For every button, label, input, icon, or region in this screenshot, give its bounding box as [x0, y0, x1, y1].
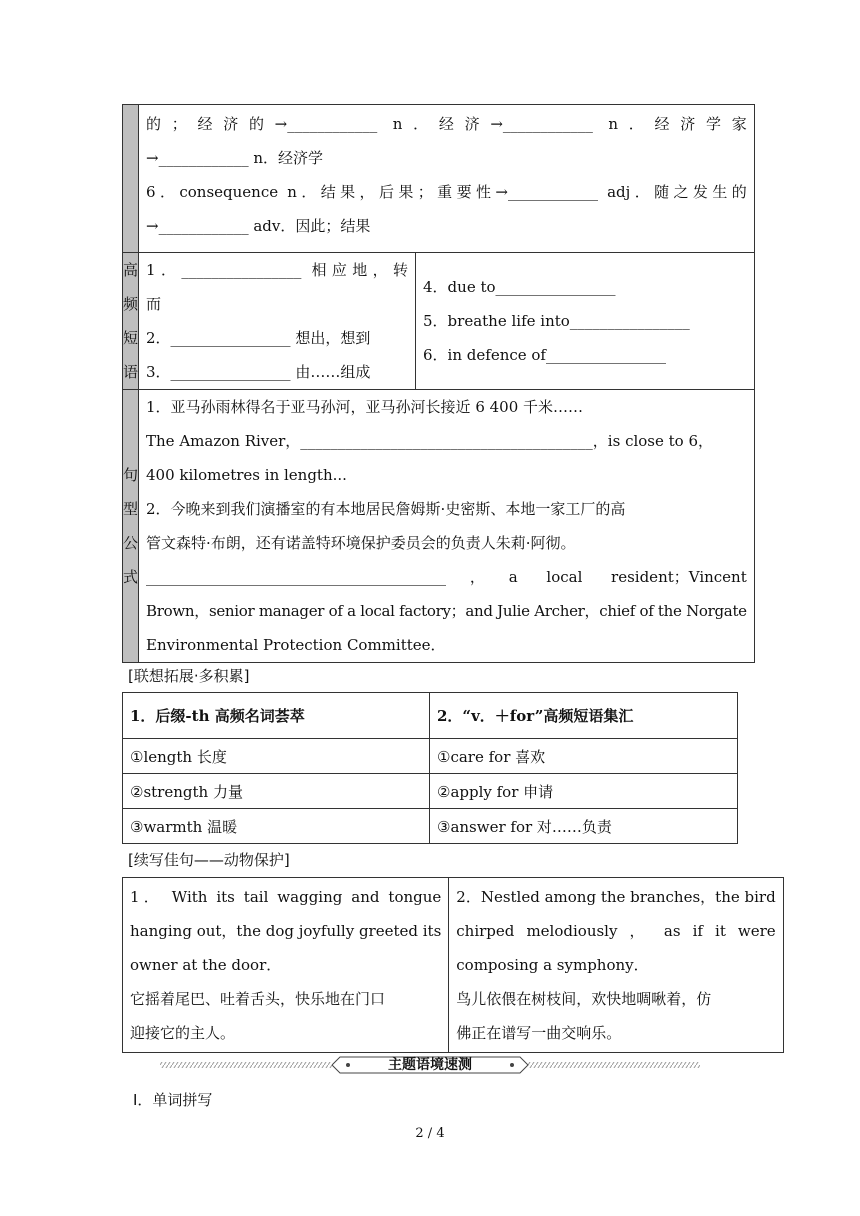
section-title-expand: [联想拓展·多积累] [128, 667, 250, 685]
page-number: 2 / 4 [415, 1126, 445, 1141]
table-cell: ③warmth 温暖 [123, 809, 430, 844]
sentence-line: 2．今晚来到我们演播室的有本地居民詹姆斯·史密斯、本地一家工厂的高 [146, 500, 626, 518]
topic-banner [160, 1053, 700, 1077]
head-char: 公 [123, 534, 139, 552]
phrases-side-head [123, 253, 139, 390]
phrase-line: 5．breathe life into________________ [423, 312, 690, 330]
table-cell: ①length 长度 [123, 739, 430, 774]
phrase-line: 6．in defence of________________ [423, 346, 666, 364]
writing-line: 2．Nestled among the branches，the bird [456, 888, 776, 906]
head-char: 型 [123, 500, 139, 518]
section-title-spelling: Ⅰ．单词拼写 [133, 1091, 213, 1109]
expand-table [122, 692, 738, 844]
head-char: 式 [123, 568, 139, 586]
writing-right [449, 878, 783, 1053]
writing-table [122, 877, 784, 1053]
writing-line: composing a symphony． [456, 956, 649, 974]
phrase-line: 4．due to________________ [423, 278, 616, 296]
table-cell: ②apply for 申请 [430, 774, 738, 809]
table-cell: ③answer for 对……负责 [430, 809, 738, 844]
vocab-line: 6．consequence n．结果，后果；重要性→____________ adj．随之发生的 [146, 183, 747, 201]
writing-line: 迎接它的主人。 [130, 1024, 236, 1042]
phrases-left [139, 253, 416, 390]
sentence-line: 400 kilometres in length... [146, 466, 347, 484]
sentences-side-head [123, 390, 139, 663]
sentence-line: Environmental Protection Committee． [146, 636, 446, 654]
sentence-line: ________________________________________，a local resident；Vincent [146, 568, 747, 586]
vocab-line: 的；经济的→____________ n．经济→____________ n．经济学家 [146, 115, 747, 133]
head-char: 语 [123, 363, 139, 381]
sentence-line: 管文森特·布朗，还有诺盖特环境保护委员会的负责人朱莉·阿彻。 [146, 534, 576, 552]
section-title-writing: [续写佳句——动物保护] [128, 851, 290, 869]
vocab-line: →____________ adv．因此；结果 [146, 217, 371, 235]
head-char: 高 [123, 261, 139, 279]
phrase-line: 1．________________ 相应地，转 [146, 261, 409, 279]
writing-line: 它摇着尾巴、吐着舌头，快乐地在门口 [130, 990, 386, 1008]
phrase-line: 3．________________ 由……组成 [146, 363, 371, 381]
writing-line: 佛正在谱写一曲交响乐。 [456, 1024, 622, 1042]
sentence-line: Brown，senior manager of a local factory；and Julie Archer，chief of the Norgate [146, 602, 747, 620]
phrase-line: 而 [146, 295, 162, 313]
vocab-cell [139, 105, 755, 253]
vocab-line: →____________ n．经济学 [146, 149, 324, 167]
phrase-line: 2．________________ 想出，想到 [146, 329, 371, 347]
head-char: 短 [123, 329, 139, 347]
sentences-cell [139, 390, 755, 663]
vocab-side-head [123, 105, 139, 253]
writing-line: 1． With its tail wagging and tongue [130, 888, 442, 906]
phrases-right [416, 253, 755, 390]
vocab-table [122, 104, 755, 663]
sentence-line: 1．亚马孙雨林得名于亚马孙河，亚马孙河长接近 6 400 千米…… [146, 398, 584, 416]
head-char: 句 [123, 466, 139, 484]
expand-header-right: 2．“v．＋for”高频短语集汇 [430, 693, 738, 739]
writing-line: owner at the door． [130, 956, 282, 974]
writing-line: chirped melodiously ， as if it were [456, 922, 776, 940]
sentence-line: The Amazon River，_______________________________________，is close to 6， [146, 432, 714, 450]
table-cell: ②strength 力量 [123, 774, 430, 809]
head-char: 频 [123, 295, 139, 313]
expand-header-left: 1．后缀-th 高频名词荟萃 [123, 693, 430, 739]
banner-title: 主题语境速测 [388, 1057, 472, 1073]
table-cell: ①care for 喜欢 [430, 739, 738, 774]
writing-line: 鸟儿依偎在树枝间，欢快地啁啾着，仿 [456, 990, 712, 1008]
writing-line: hanging out，the dog joyfully greeted its [130, 922, 442, 940]
writing-left [123, 878, 449, 1053]
